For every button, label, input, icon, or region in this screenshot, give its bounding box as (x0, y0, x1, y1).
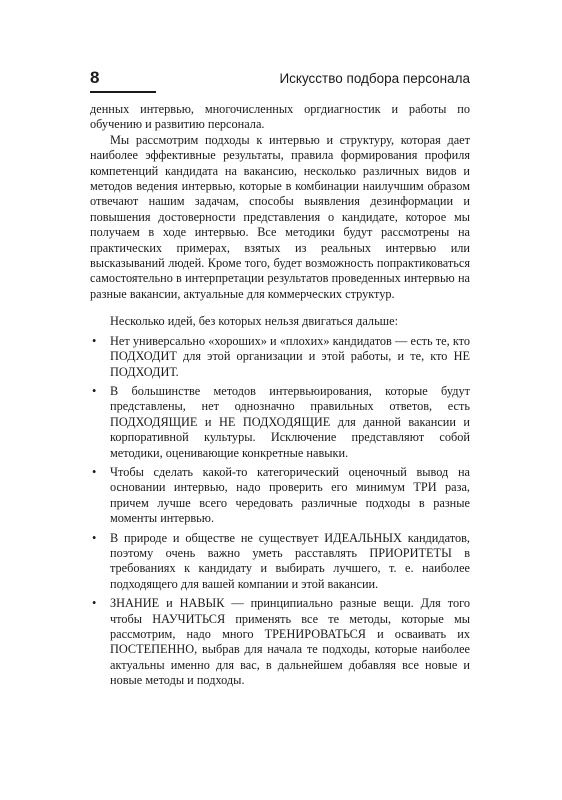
continuation-paragraph: денных интервью, многочисленных оргдиагностик и работы по обучению и развитию персонала. (90, 102, 470, 132)
list-item-text: В природе и обществе не существует ИДЕАЛЬНЫХ кандидатов, поэтому очень важно уметь расставлять ПРИОРИТЕТЫ в требованиях к кандидату и выбирать лучшего, т. е. наиболее подходящего для вашей компании и этой вакансии. (110, 530, 470, 591)
page-header (90, 68, 470, 94)
list-item (90, 596, 470, 688)
running-title: Искусство подбора персонала (279, 71, 470, 86)
paragraph-approaches: Мы рассмотрим подходы к интервью и структуру, которая дает наиболее эффективные результаты, правила формирования профиля компетенций кандидата на вакансию, несколько различных видов и методов ведения интервью, которые в комбинации наилучшим образом отвечают нашим задачам, способы выявления дезинформации и повышения достоверности представления о кандидате, которое мы получаем в ходе интервью. Все методики будут рассмотрены на практических примерах, взятых из реальных интервью или высказываний людей. Кроме того, будет возможность попрактиковаться самостоятельно в интерпретации результатов проведенных интервью на разные вакансии, актуальные для коммерческих структур. (90, 132, 470, 301)
page-number: 8 (90, 68, 100, 87)
bullet-icon: • (92, 596, 97, 611)
list-item (90, 465, 470, 527)
list-item-text: В большинстве методов интервьюирования, которые будут представлены, нет однозначно правильных ответов, есть ПОДХОДЯЩИЕ и НЕ ПОДХОДЯЩИЕ для данной вакансии и корпоративной культуры. Исключение представляют собой методики, оценивающие конкретные навыки. (110, 383, 470, 460)
header-rule (90, 91, 156, 93)
list-item-text: Чтобы сделать какой-то категорический оценочный вывод на основании интервью, надо проверить его минимум ТРИ раза, причем лучше всего чередовать различные подходы в разные моменты интервью. (110, 464, 470, 526)
bullet-icon: • (92, 464, 97, 479)
list-intro: Несколько идей, без которых нельзя двигаться дальше: (110, 314, 399, 329)
list-item-text: Нет универсально «хороших» и «плохих» кандидатов — есть те, кто ПОДХОДИТ для этой организации и этой работы, и те, кто НЕ ПОДХОДИТ. (110, 333, 470, 379)
bullet-icon: • (92, 530, 97, 545)
list-item (90, 531, 470, 593)
body-text (90, 102, 470, 689)
list-item (90, 384, 470, 461)
bullet-icon: • (92, 383, 97, 398)
list-item (90, 334, 470, 380)
ideas-list (90, 334, 470, 689)
bullet-icon: • (92, 333, 97, 348)
list-item-text: ЗНАНИЕ и НАВЫК — принципиально разные вещи. Для того чтобы НАУЧИТЬСЯ применять все те методы, которые мы рассмотрим, надо много ТРЕНИРОВАТЬСЯ и осваивать их ПОСТЕПЕННО, выбрав для начала те подходы, которые наиболее актуальны именно для вас, в дальнейшем добавляя все новые и новые методы и подходы. (110, 596, 470, 688)
